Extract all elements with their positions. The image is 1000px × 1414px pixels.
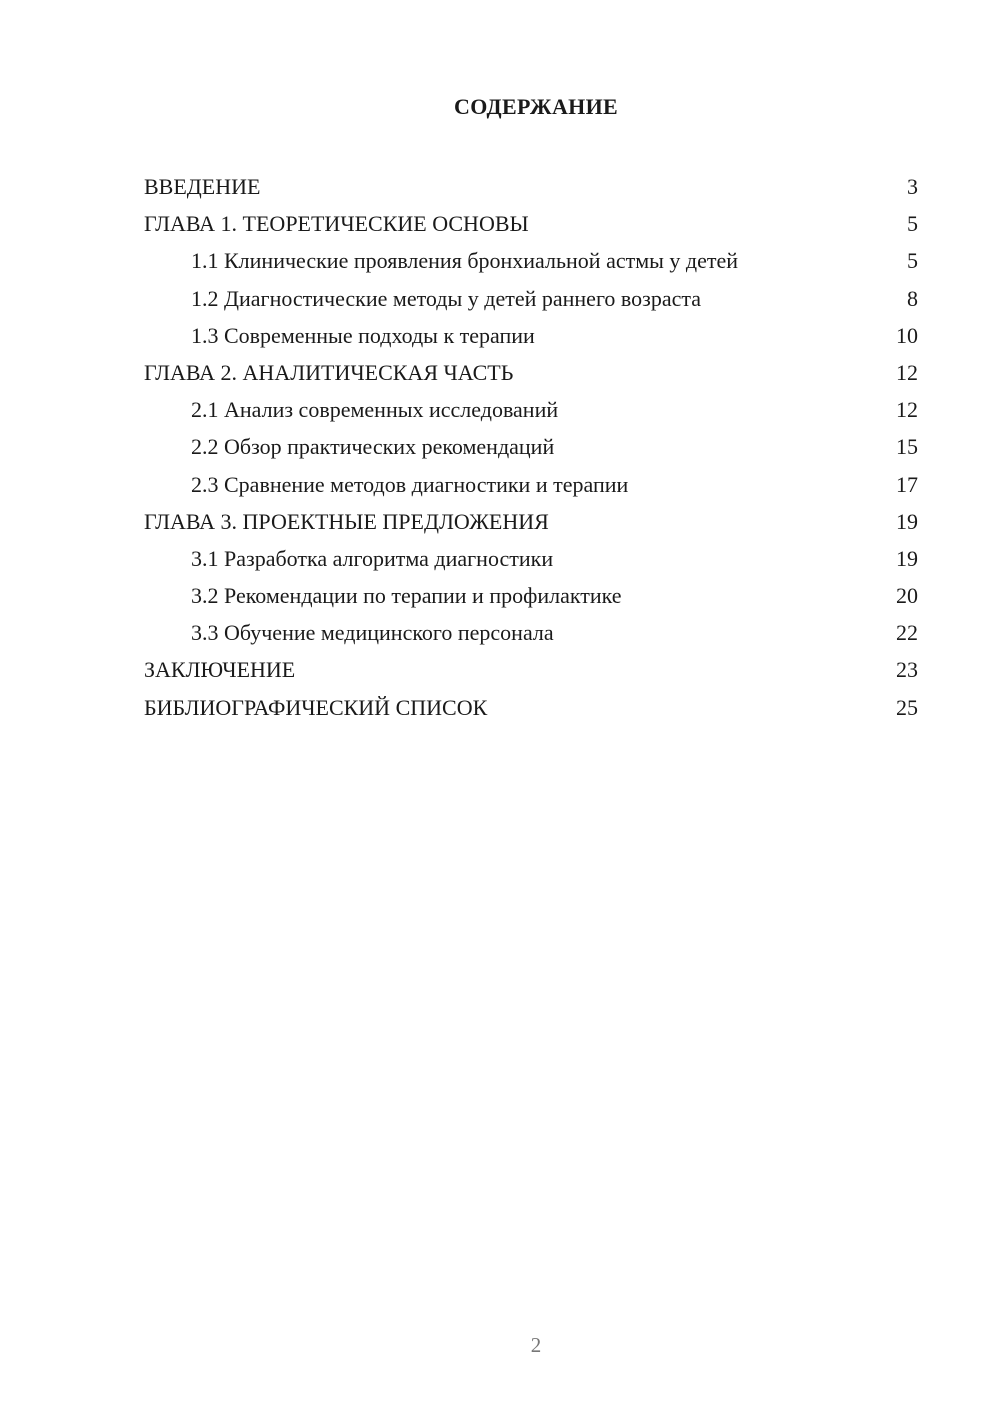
toc-entry[interactable] [144, 317, 918, 354]
toc-entry-page: 17 [896, 471, 918, 497]
toc-entry-label: 1.3 Современные подходы к терапии [191, 322, 535, 348]
toc-entry[interactable] [144, 466, 918, 503]
table-of-contents [144, 168, 918, 726]
toc-entry[interactable] [144, 651, 918, 688]
toc-entry-page: 12 [896, 359, 918, 385]
toc-entry-label: БИБЛИОГРАФИЧЕСКИЙ СПИСОК [144, 694, 488, 720]
toc-entry[interactable] [144, 168, 918, 205]
toc-entry[interactable] [144, 540, 918, 577]
toc-entry-label: ГЛАВА 1. ТЕОРЕТИЧЕСКИЕ ОСНОВЫ [144, 211, 529, 237]
toc-entry-label: 2.3 Сравнение методов диагностики и терапии [191, 471, 629, 497]
toc-entry-page: 25 [896, 694, 918, 720]
toc-entry[interactable] [144, 614, 918, 651]
toc-entry-page: 19 [896, 545, 918, 571]
toc-entry[interactable] [144, 689, 918, 726]
toc-entry-label: ВВЕДЕНИЕ [144, 174, 261, 199]
toc-entry-label: 1.1 Клинические проявления бронхиальной астмы у детей [191, 248, 739, 274]
toc-entry-label: 1.2 Диагностические методы у детей раннего возраста [191, 285, 702, 311]
toc-entry-label: 3.2 Рекомендации по терапии и профилактике [191, 583, 622, 609]
toc-entry-label: 3.3 Обучение медицинского персонала [191, 620, 554, 646]
toc-entry[interactable] [144, 577, 918, 614]
toc-entry[interactable] [144, 354, 918, 391]
toc-entry[interactable] [144, 503, 918, 540]
toc-entry-page: 3 [907, 174, 918, 199]
toc-entry-page: 10 [896, 322, 918, 348]
toc-entry-page: 8 [907, 285, 918, 311]
toc-entry-page: 19 [896, 508, 918, 534]
toc-entry[interactable] [144, 391, 918, 428]
page-number: 2 [530, 1333, 542, 1357]
toc-entry-label: ЗАКЛЮЧЕНИЕ [144, 657, 296, 683]
page-title: СОДЕРЖАНИЕ [454, 94, 618, 119]
toc-entry-page: 22 [896, 620, 918, 646]
toc-entry-label: 2.2 Обзор практических рекомендаций [191, 434, 555, 460]
toc-entry-label: ГЛАВА 3. ПРОЕКТНЫЕ ПРЕДЛОЖЕНИЯ [144, 508, 549, 534]
toc-entry[interactable] [144, 205, 918, 242]
toc-entry[interactable] [144, 242, 918, 279]
toc-entry-page: 15 [896, 434, 918, 460]
toc-entry-page: 20 [896, 583, 918, 609]
toc-entry-page: 23 [896, 657, 918, 683]
toc-entry-page: 12 [896, 397, 918, 423]
toc-entry[interactable] [144, 428, 918, 465]
toc-entry-label: 2.1 Анализ современных исследований [191, 397, 559, 423]
toc-entry-label: ГЛАВА 2. АНАЛИТИЧЕСКАЯ ЧАСТЬ [144, 359, 514, 385]
toc-entry-page: 5 [907, 248, 918, 274]
toc-entry-label: 3.1 Разработка алгоритма диагностики [191, 545, 554, 571]
toc-entry[interactable] [144, 280, 918, 317]
toc-entry-page: 5 [907, 211, 918, 237]
